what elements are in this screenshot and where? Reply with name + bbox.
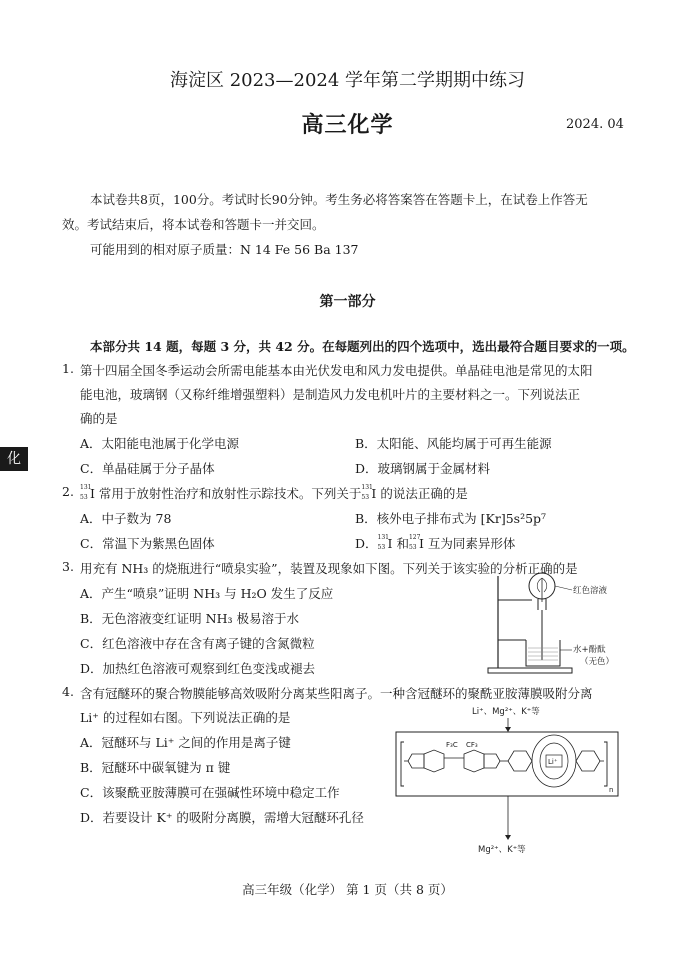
q4-number: 4. — [62, 684, 74, 699]
q4-stem-2: Li⁺ 的过程如右图。下列说法正确的是 — [80, 710, 291, 725]
exam-date: 2024. 04 — [566, 117, 624, 132]
q2-nuclide-1: 131 53 — [80, 483, 92, 501]
atomic-mass-line: 可能用到的相对原子质量：N 14 Fe 56 Ba 137 — [90, 242, 359, 257]
q2-nuclide-2: 131 53 — [361, 483, 373, 501]
q4-option-c[interactable]: C．该聚酰亚胺薄膜可在强碱性环境中稳定工作 — [80, 785, 340, 800]
fig-label-red-solution: 红色溶液 — [573, 586, 608, 596]
q3-option-b[interactable]: B．无色溶液变红证明 NH₃ 极易溶于水 — [80, 611, 299, 626]
q2-option-b[interactable]: B．核外电子排布式为 [Kr]5s²5p⁷ — [355, 511, 547, 526]
q1-option-a[interactable]: A．太阳能电池属于化学电源 — [80, 436, 240, 451]
q4-option-a[interactable]: A．冠醚环与 Li⁺ 之间的作用是离子键 — [80, 735, 291, 750]
q3-stem: 用充有 NH₃ 的烧瓶进行“喷泉实验”，装置及现象如下图。下列关于该实验的分析正确的是 — [80, 561, 578, 576]
fig-incoming-ions: Li⁺、Mg²⁺、K⁺等 — [472, 707, 540, 717]
q3-option-c[interactable]: C．红色溶液中存在含有离子键的含氮微粒 — [80, 636, 315, 651]
q3-number: 3. — [62, 559, 74, 574]
q2-option-d[interactable]: D． 131 53 I 和 127 53 I 互为同素异形体 — [355, 533, 516, 551]
polyimide-membrane-figure — [392, 702, 624, 854]
q2-stem: 131 53 I 常用于放射性治疗和放射性示踪技术。下列关于 131 53 I 的说法正确的是 — [80, 483, 468, 501]
q1-stem-1: 第十四届全国冬季运动会所需电能基本由光伏发电和风力发电提供。单晶硅电池是常见的太阳 — [80, 363, 593, 378]
exam-title: 海淀区 2023—2024 学年第二学期期中练习 — [169, 70, 526, 91]
q1-stem-3: 确的是 — [80, 411, 118, 426]
fig-n: n — [609, 786, 614, 794]
fig-f3c: F₃C — [446, 741, 458, 749]
subject-side-tab: 化 — [0, 447, 28, 471]
fig-passing-ions: Mg²⁺、K⁺等 — [478, 845, 526, 854]
q3-option-d[interactable]: D．加热红色溶液可观察到红色变浅或褪去 — [80, 661, 316, 676]
q2-option-a[interactable]: A．中子数为 78 — [80, 511, 172, 526]
instructions-line-2: 效。考试结束后，将本试卷和答题卡一并交回。 — [62, 217, 325, 232]
q1-number: 1. — [62, 361, 74, 376]
q1-stem-2: 能电池，玻璃钢（又称纤维增强塑料）是制造风力发电机叶片的主要材料之一。下列说法正 — [80, 387, 581, 402]
q1-option-b[interactable]: B．太阳能、风能均属于可再生能源 — [355, 436, 552, 451]
q2-number: 2. — [62, 484, 74, 499]
q4-stem-1: 含有冠醚环的聚合物膜能够高效吸附分离某些阳离子。一种含冠醚环的聚酰亚胺薄膜吸附分离 — [80, 686, 593, 701]
part-title: 第一部分 — [319, 294, 376, 310]
q4-option-b[interactable]: B．冠醚环中碳氧键为 π 键 — [80, 760, 231, 775]
q2-option-c[interactable]: C．常温下为紫黑色固体 — [80, 536, 215, 551]
fig-li-ion: Li⁺ — [548, 758, 558, 766]
q1-option-c[interactable]: C．单晶硅属于分子晶体 — [80, 461, 215, 476]
part-note: 本部分共 14 题，每题 3 分，共 42 分。在每题列出的四个选项中，选出最符合题目要求的一项。 — [90, 339, 635, 354]
fig-label-water: 水+酚酞 — [573, 645, 606, 655]
fountain-apparatus-figure — [480, 568, 640, 678]
fig-label-colorless: （无色） — [580, 657, 615, 667]
q1-option-d[interactable]: D．玻璃钢属于金属材料 — [355, 461, 491, 476]
instructions-line-1: 本试卷共8页，100分。考试时长90分钟。考生务必将答案答在答题卡上，在试卷上作答无 — [90, 192, 588, 207]
q4-option-d[interactable]: D．若要设计 K⁺ 的吸附分离膜，需增大冠醚环孔径 — [80, 810, 364, 825]
q3-option-a[interactable]: A．产生“喷泉”证明 NH₃ 与 H₂O 发生了反应 — [80, 586, 334, 601]
page-footer: 高三年级（化学） 第 1 页（共 8 页） — [242, 882, 453, 897]
fig-cf3: CF₃ — [466, 741, 478, 749]
subject-title: 高三化学 — [301, 112, 394, 138]
